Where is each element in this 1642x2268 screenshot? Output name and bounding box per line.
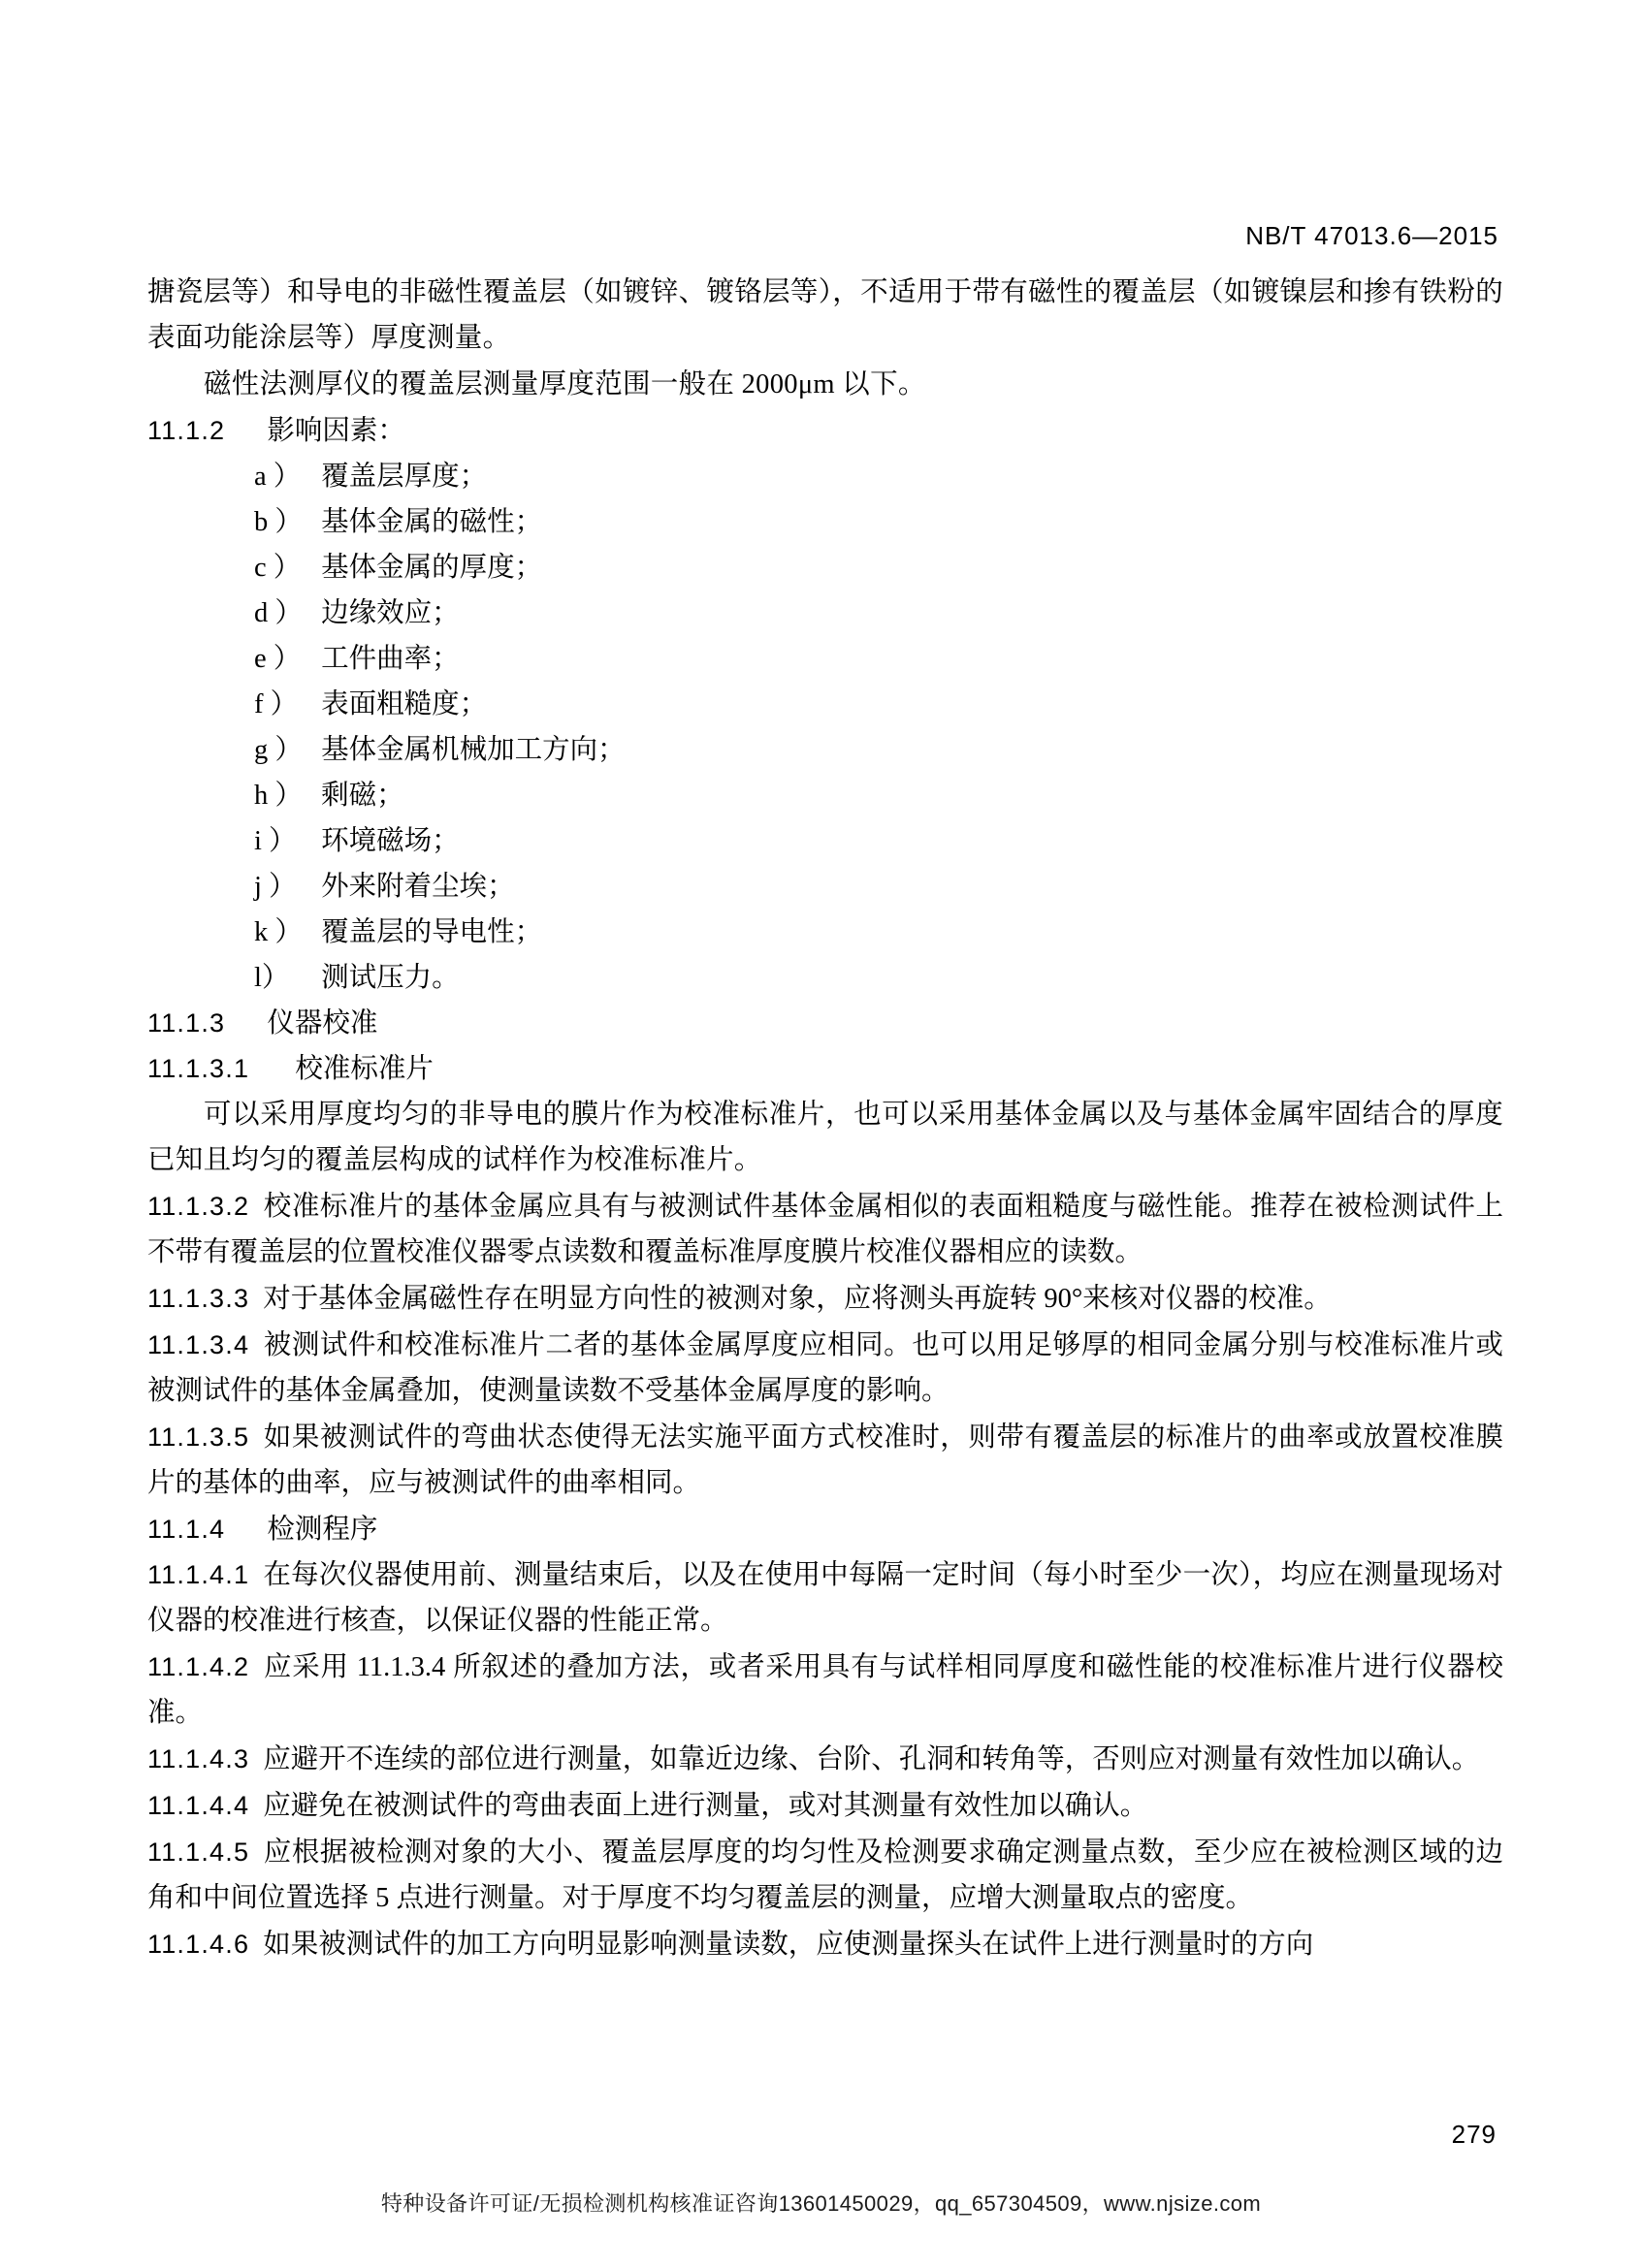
list-item-label: a ） <box>254 462 302 492</box>
clause-11-1-3-5-number: 11.1.3.5 <box>147 1422 250 1452</box>
clause-11-1-3-4-text: 被测试件和校准标准片二者的基体金属厚度应相同。也可以用足够厚的相同金属分别与校准标准片或被测试件的基体金属叠加，使测量读数不受基体金属厚度的影响。 <box>147 1330 1503 1406</box>
clause-11-1-3-3-number: 11.1.3.3 <box>147 1284 250 1313</box>
clause-11-1-4 <box>147 1507 1503 1552</box>
page-number: 279 <box>1451 2120 1497 2149</box>
clause-11-1-4-1-number: 11.1.4.1 <box>147 1560 250 1589</box>
list-item-text: 测试压力。 <box>321 963 460 993</box>
clause-11-1-4-number: 11.1.4 <box>147 1515 226 1544</box>
list-item <box>147 636 1503 682</box>
list-item <box>147 499 1503 545</box>
clause-11-1-4-title: 检测程序 <box>267 1515 378 1545</box>
list-item-label: e ） <box>254 644 302 674</box>
clause-11-1-2-title: 影响因素： <box>267 416 405 446</box>
clause-11-1-4-4-number: 11.1.4.4 <box>147 1791 250 1820</box>
footer-note: 特种设备许可证/无损检测机构核准证咨询13601450029，qq_657304509，www.njsize.com <box>380 2191 1262 2216</box>
clause-11-1-4-6 <box>147 1922 1503 1967</box>
clause-11-1-3-3 <box>147 1276 1503 1322</box>
list-item-label: g ） <box>254 735 303 765</box>
list-item-label: d ） <box>254 598 303 628</box>
list-item <box>147 955 1503 1001</box>
list-item-label: l） <box>254 963 290 993</box>
list-item <box>147 773 1503 818</box>
clause-11-1-3-2-text: 校准标准片的基体金属应具有与被测试件基体金属相似的表面粗糙度与磁性能。推荐在被检测试件上不带有覆盖层的位置校准仪器零点读数和覆盖标准厚度膜片校准仪器相应的读数。 <box>147 1192 1503 1267</box>
clause-11-1-3-1-number: 11.1.3.1 <box>147 1054 250 1083</box>
list-item-label: b ） <box>254 507 303 537</box>
list-item <box>147 545 1503 591</box>
list-item-label: f ） <box>254 689 299 719</box>
clause-11-1-3-number: 11.1.3 <box>147 1008 226 1038</box>
clause-11-1-4-5 <box>147 1830 1503 1921</box>
clause-11-1-3-2-number: 11.1.3.2 <box>147 1192 250 1221</box>
clause-11-1-3-5 <box>147 1415 1503 1506</box>
clause-11-1-4-5-number: 11.1.4.5 <box>147 1837 250 1867</box>
list-item-text: 覆盖层的导电性； <box>321 917 543 947</box>
list-item <box>147 864 1503 910</box>
clause-11-1-2 <box>147 408 1503 454</box>
clause-11-1-4-3 <box>147 1737 1503 1782</box>
clause-11-1-3-3-text: 对于基体金属磁性存在明显方向性的被测对象，应将测头再旋转 90°来核对仪器的校准。 <box>263 1284 1332 1314</box>
clause-11-1-4-3-text: 应避开不连续的部位进行测量，如靠近边缘、台阶、孔洞和转角等，否则应对测量有效性加以确认。 <box>263 1744 1480 1774</box>
list-item-text: 外来附着尘埃； <box>321 872 515 902</box>
page-header-standard-code: NB/T 47013.6—2015 <box>1245 221 1498 250</box>
list-item-text: 基体金属的磁性； <box>321 507 543 537</box>
list-item <box>147 910 1503 955</box>
list-item-text: 表面粗糙度； <box>321 689 488 719</box>
clause-11-1-3-5-text: 如果被测试件的弯曲状态使得无法实施平面方式校准时，则带有覆盖层的标准片的曲率或放置校准膜片的基体的曲率，应与被测试件的曲率相同。 <box>147 1422 1503 1498</box>
clause-11-1-3-4-number: 11.1.3.4 <box>147 1330 250 1359</box>
clause-11-1-4-3-number: 11.1.4.3 <box>147 1744 250 1773</box>
clause-11-1-2-number: 11.1.2 <box>147 416 226 445</box>
list-item-label: c ） <box>254 553 302 583</box>
clause-11-1-3-1-title: 校准标准片 <box>295 1054 434 1084</box>
clause-11-1-3-1 <box>147 1046 1503 1092</box>
paragraph-continued: 搪瓷层等）和导电的非磁性覆盖层（如镀锌、镀铬层等），不适用于带有磁性的覆盖层（如镀镍层和掺有铁粉的表面功能涂层等）厚度测量。 <box>147 277 1503 353</box>
clause-11-1-4-2-number: 11.1.4.2 <box>147 1652 250 1681</box>
list-item <box>147 454 1503 499</box>
clause-11-1-4-5-text: 应根据被检测对象的大小、覆盖层厚度的均匀性及检测要求确定测量点数，至少应在被检测区域的边角和中间位置选择 5 点进行测量。对于厚度不均匀覆盖层的测量，应增大测量取点的密度。 <box>147 1837 1503 1913</box>
list-item-label: j ） <box>254 872 297 902</box>
clause-11-1-3-2 <box>147 1184 1503 1275</box>
clause-11-1-3-1-text: 可以采用厚度均匀的非导电的膜片作为校准标准片，也可以采用基体金属以及与基体金属牢固结合的厚度已知且均匀的覆盖层构成的试样作为校准标准片。 <box>147 1100 1503 1175</box>
list-item <box>147 682 1503 727</box>
list-item-text: 覆盖层厚度； <box>321 462 488 492</box>
clause-11-1-4-2-text: 应采用 11.1.3.4 所叙述的叠加方法，或者采用具有与试样相同厚度和磁性能的校准标准片进行仪器校准。 <box>147 1652 1503 1728</box>
list-item-text: 剩磁； <box>321 781 404 811</box>
list-item-text: 工件曲率； <box>321 644 460 674</box>
clause-11-1-4-6-text: 如果被测试件的加工方向明显影响测量读数，应使测量探头在试件上进行测量时的方向 <box>263 1930 1314 1960</box>
list-item-label: k ） <box>254 917 303 947</box>
list-item-text: 基体金属机械加工方向； <box>321 735 626 765</box>
list-item <box>147 591 1503 636</box>
clause-11-1-4-4-text: 应避免在被测试件的弯曲表面上进行测量，或对其测量有效性加以确认。 <box>263 1791 1148 1821</box>
list-item <box>147 818 1503 864</box>
page-content <box>147 270 1503 1968</box>
clause-11-1-4-1-text: 在每次仪器使用前、测量结束后，以及在使用中每隔一定时间（每小时至少一次），均应在测量现场对仪器的校准进行核查，以保证仪器的性能正常。 <box>147 1560 1503 1636</box>
clause-11-1-3 <box>147 1001 1503 1046</box>
clause-11-1-3-title: 仪器校准 <box>267 1008 378 1038</box>
clause-11-1-4-2 <box>147 1645 1503 1736</box>
clause-11-1-4-4 <box>147 1783 1503 1829</box>
clause-11-1-3-4 <box>147 1323 1503 1414</box>
list-item-text: 环境磁场； <box>321 826 460 856</box>
list-item-label: i ） <box>254 826 297 856</box>
list-item-label: h ） <box>254 781 303 811</box>
paragraph-thickness-range: 磁性法测厚仪的覆盖层测量厚度范围一般在 2000μm 以下。 <box>204 369 926 399</box>
list-item <box>147 727 1503 773</box>
clause-11-1-4-6-number: 11.1.4.6 <box>147 1930 250 1959</box>
clause-11-1-4-1 <box>147 1552 1503 1644</box>
list-item-text: 边缘效应； <box>321 598 460 628</box>
list-item-text: 基体金属的厚度； <box>321 553 543 583</box>
